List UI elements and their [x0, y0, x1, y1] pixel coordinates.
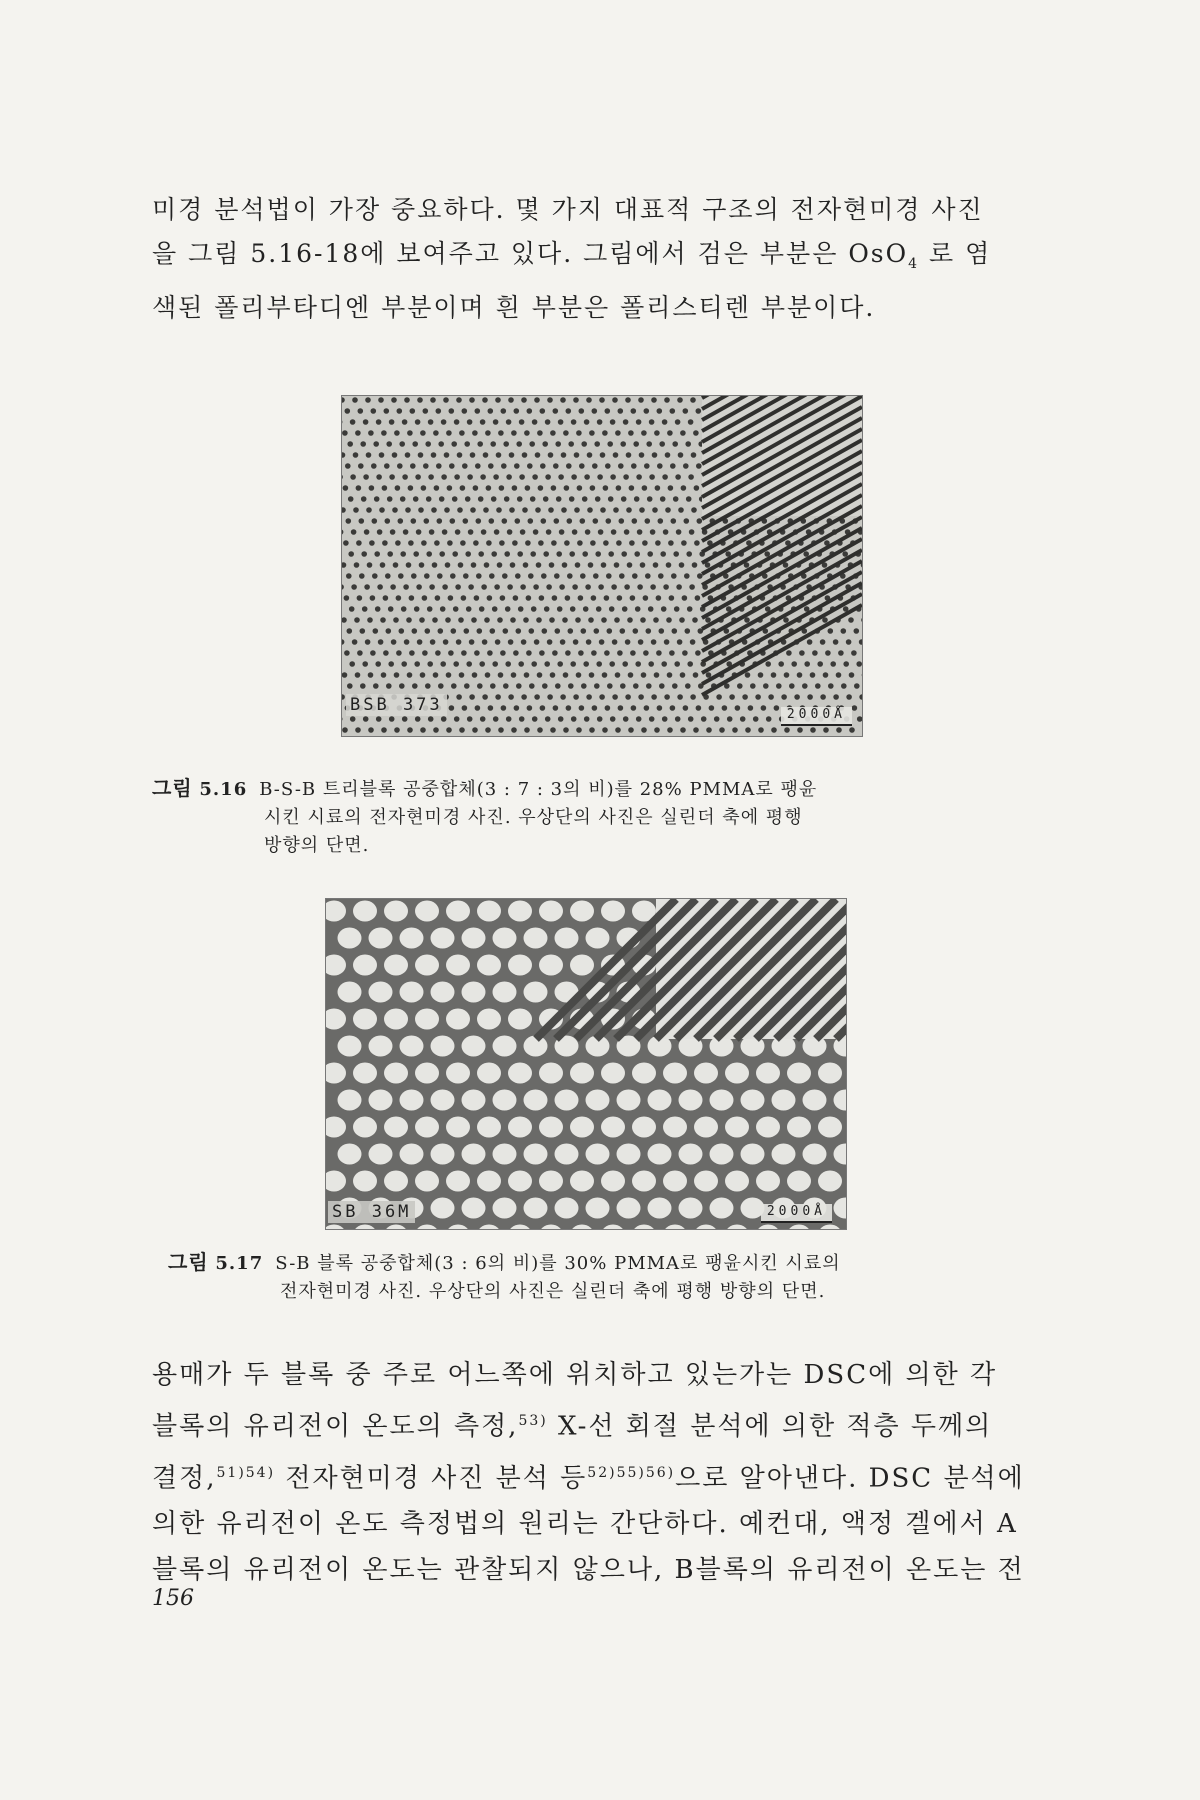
caption-number: 5.17: [215, 1253, 264, 1274]
specimen-label: BSB 373: [346, 694, 447, 716]
caption-text: B-S-B 트리블록 공중합체(3 : 7 : 3의 비)를 28% PMMA로 팽윤: [259, 779, 818, 800]
specimen-label: SB 36M: [328, 1201, 415, 1223]
figure-5-17-micrograph: [325, 898, 847, 1230]
caption-line: 전자현미경 사진. 우상단의 사진은 실린더 축에 평행 방향의 단면.: [280, 1281, 826, 1302]
figure-caption-5-16: [152, 774, 1032, 860]
formula-subscript: 4: [908, 256, 920, 272]
text-line: 의한 유리전이 온도 측정법의 원리는 간단하다. 예컨대, 액정 겔에서 A: [152, 1509, 1018, 1540]
text-segment: 을 그림 5.16-18에 보여주고 있다. 그림에서 검은 부분은: [152, 239, 839, 268]
text-segment: X-선 회절 분석에 의한 적층 두께의: [547, 1411, 993, 1442]
caption-line: 시킨 시료의 전자현미경 사진. 우상단의 사진은 실린더 축에 평행: [264, 807, 803, 828]
caption-line: [168, 1248, 1048, 1278]
body-paragraph-top: [152, 188, 1032, 330]
text-line: 색된 폴리부타디엔 부분이며 흰 부분은 폴리스티렌 부분이다.: [152, 293, 876, 322]
text-line: 블록의 유리전이 온도는 관찰되지 않으나, B블록의 유리전이 온도는 전: [152, 1555, 1025, 1586]
scale-bar: 2000Å: [781, 707, 852, 726]
text-line: [152, 232, 1032, 286]
scale-bar: 2000Å: [761, 1204, 832, 1223]
text-segment: 로 염: [929, 239, 992, 268]
caption-head: 그림: [168, 1250, 209, 1274]
citation-ref: 52)55)56): [587, 1464, 676, 1481]
text-segment: 결정,: [152, 1463, 217, 1494]
text-segment: 블록의 유리전이 온도의 측정,: [152, 1411, 519, 1442]
text-line: 용매가 두 블록 중 주로 어느쪽에 위치하고 있는가는 DSC에 의한 각: [152, 1360, 998, 1390]
text-line: [152, 1398, 1032, 1450]
citation-ref: 53): [518, 1413, 548, 1429]
caption-line: 방향의 단면.: [264, 835, 370, 856]
text-segment: 전자현미경 사진 분석 등: [275, 1463, 588, 1494]
formula-base: OsO: [848, 239, 909, 268]
caption-head: 그림: [152, 776, 193, 800]
micrograph-image: [342, 396, 862, 736]
osmium-formula: [848, 239, 920, 272]
text-line: 미경 분석법이 가장 중요하다. 몇 가지 대표적 구조의 전자현미경 사진: [152, 195, 984, 224]
page-number: 156: [152, 1586, 194, 1611]
figure-caption-5-17: [168, 1248, 1048, 1306]
text-line: [152, 1450, 1032, 1502]
caption-line: [152, 774, 1032, 804]
body-paragraph-bottom: [152, 1352, 1032, 1593]
citation-ref: 51)54): [216, 1464, 276, 1481]
micrograph-image: [326, 899, 846, 1229]
figure-5-16-micrograph: [341, 395, 863, 737]
text-segment: 으로 알아낸다. DSC 분석에: [675, 1463, 1025, 1494]
caption-number: 5.16: [199, 779, 248, 800]
caption-text: S-B 블록 공중합체(3 : 6의 비)를 30% PMMA로 팽윤시킨 시료의: [275, 1253, 841, 1274]
